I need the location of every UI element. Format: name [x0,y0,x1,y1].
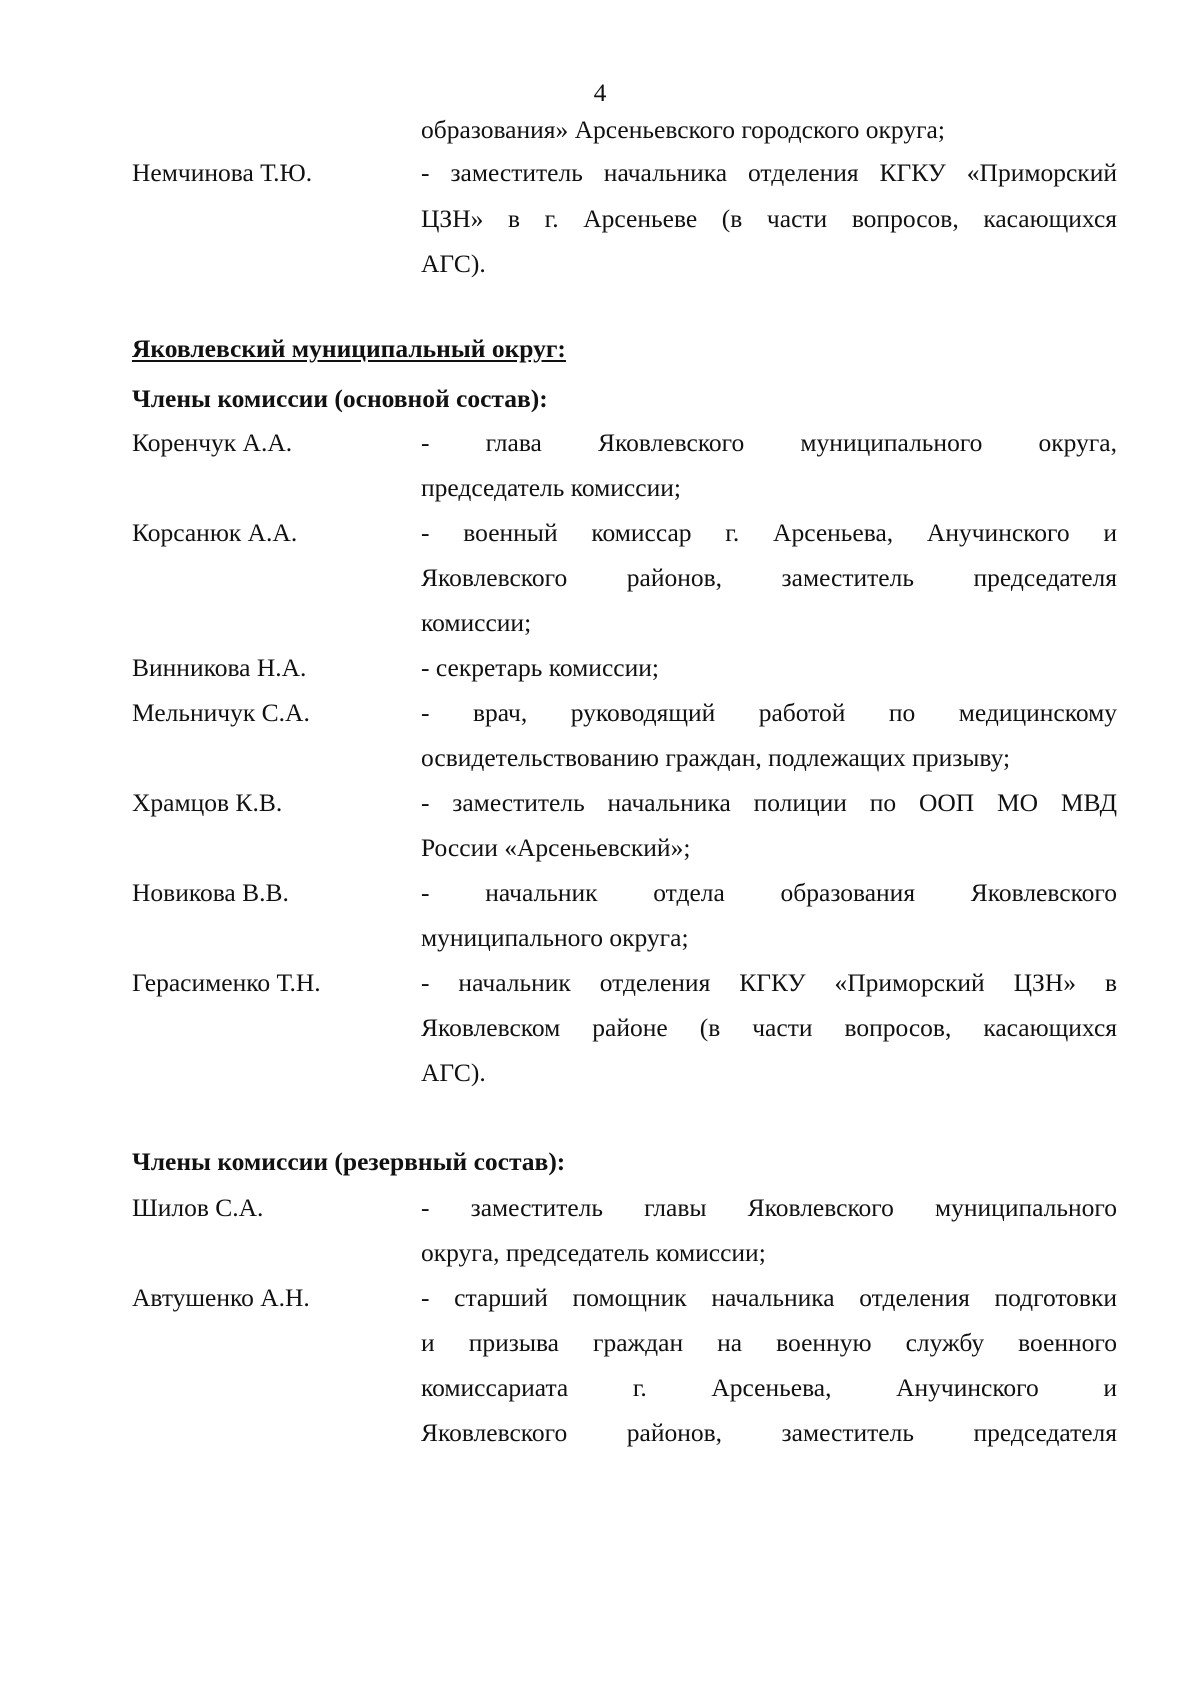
member-description-line: - старший помощник начальника отделения подготовки [421,1283,1117,1312]
member-description-line: - секретарь комиссии; [421,653,659,682]
member-name: Коренчук А.А. [132,428,293,457]
member-description-line: - начальник отделения КГКУ «Приморский ЦЗН» в [421,968,1117,997]
continuation-line: образования» Арсеньевского городского округа; [421,115,945,144]
member-description-line: - заместитель главы Яковлевского муниципального [421,1193,1117,1222]
main-composition-heading: Члены комиссии (основной состав): [132,384,548,413]
member-description-line: - врач, руководящий работой по медицинскому [421,698,1117,727]
member-description-line: - глава Яковлевского муниципального округа, [421,428,1117,457]
district-title: Яковлевский муниципальный округ: [132,334,566,363]
member-name: Храмцов К.В. [132,788,283,817]
member-description-line: Яковлевского районов, заместитель председателя [421,1418,1117,1447]
member-description-line: АГС). [421,249,486,278]
member-description-line: Яковлевском районе (в части вопросов, касающихся [421,1013,1117,1042]
member-name: Винникова Н.А. [132,653,307,682]
member-description-line: комиссии; [421,608,532,637]
member-description-line: освидетельствованию граждан, подлежащих призыву; [421,743,1011,772]
member-name: Немчинова Т.Ю. [132,158,313,187]
page-number: 4 [593,78,607,107]
member-description-line: округа, председатель комиссии; [421,1238,766,1267]
member-description-line: Яковлевского районов, заместитель председателя [421,563,1117,592]
member-description-line: АГС). [421,1058,486,1087]
member-description-line: и призыва граждан на военную службу военного [421,1328,1117,1357]
member-name: Новикова В.В. [132,878,289,907]
reserve-composition-heading: Члены комиссии (резервный состав): [132,1147,566,1176]
member-description-line: - военный комиссар г. Арсеньева, Анучинского и [421,518,1117,547]
member-name: Мельничук С.А. [132,698,310,727]
member-description-line: России «Арсеньевский»; [421,833,691,862]
member-name: Корсанюк А.А. [132,518,298,547]
member-description-line: комиссариата г. Арсеньева, Анучинского и [421,1373,1117,1402]
member-name: Автушенко А.Н. [132,1283,310,1312]
member-description-line: - начальник отдела образования Яковлевского [421,878,1117,907]
member-description-line: - заместитель начальника полиции по ООП МО МВД [421,788,1117,817]
member-description-line: - заместитель начальника отделения КГКУ «Приморский [421,158,1117,187]
member-name: Герасименко Т.Н. [132,968,321,997]
member-description-line: муниципального округа; [421,923,689,952]
member-name: Шилов С.А. [132,1193,264,1222]
member-description-line: ЦЗН» в г. Арсеньеве (в части вопросов, касающихся [421,204,1117,233]
member-description-line: председатель комиссии; [421,473,681,502]
